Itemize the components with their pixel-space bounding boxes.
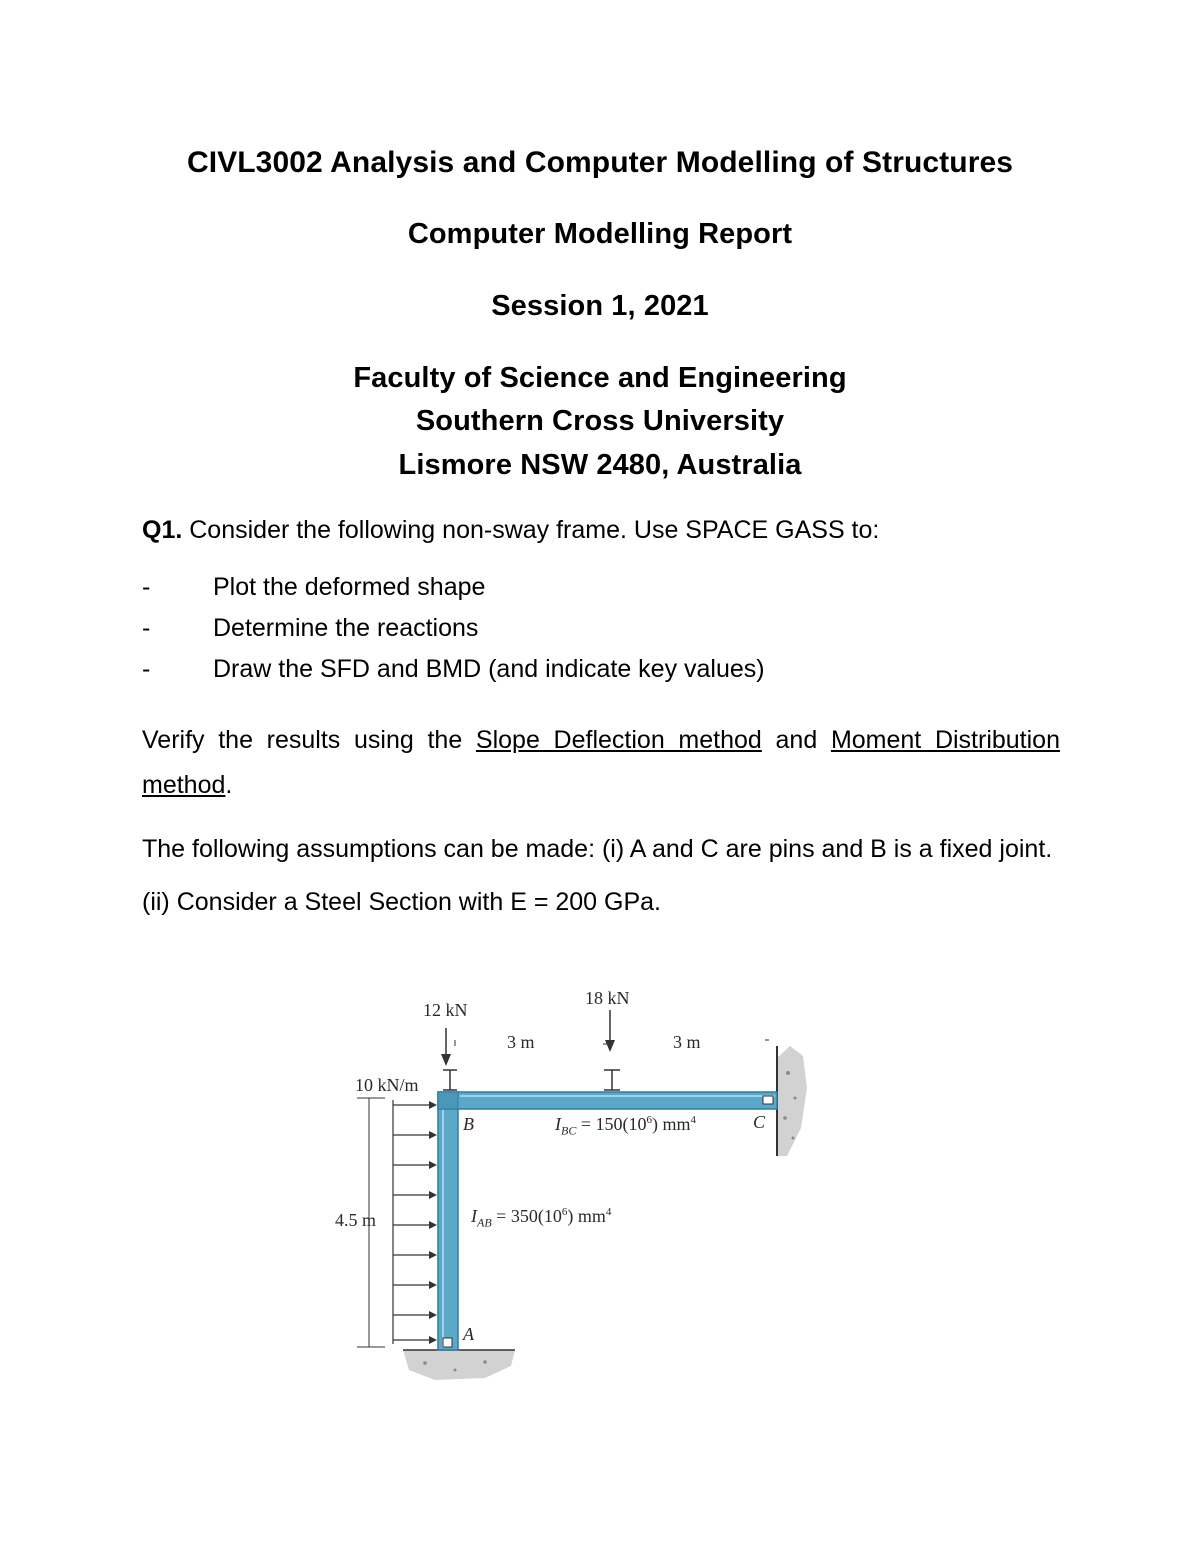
pin-a <box>443 1338 452 1347</box>
ground-grain <box>454 1369 457 1372</box>
joint-b-label: B <box>463 1114 474 1134</box>
point-load-18-arrow <box>605 1010 615 1052</box>
load-12kn-label: 12 kN <box>423 1000 468 1020</box>
verify-mid: and <box>761 726 831 754</box>
inertia-subscript: BC <box>561 1123 577 1138</box>
question-intro <box>142 516 879 545</box>
inertia-symbol: I <box>555 1114 561 1134</box>
wall-grain <box>783 1116 787 1120</box>
udl-arrows <box>393 1100 437 1344</box>
inertia-unit-exponent: 4 <box>605 1206 612 1218</box>
beam-bc <box>438 1092 777 1109</box>
frame-drawing <box>325 978 825 1398</box>
list-dash: - <box>142 573 151 601</box>
udl-label: 10 kN/m <box>355 1075 419 1095</box>
inertia-exponent: 6 <box>561 1206 568 1218</box>
slope-deflection-method: Slope Deflection method <box>475 726 762 754</box>
university-name: Southern Cross University <box>415 405 785 437</box>
ground-grain <box>483 1360 487 1364</box>
wall-grain <box>794 1097 797 1100</box>
load-18kn-label: 18 kN <box>585 988 630 1008</box>
inertia-unit-exponent: 4 <box>690 1114 696 1126</box>
column-ab <box>438 1092 458 1350</box>
verify-prefix: Verify the results using the <box>142 726 476 754</box>
list-item-text: Determine the reactions <box>213 614 479 642</box>
list-dash: - <box>142 614 151 642</box>
inertia-value: = 150(10 <box>576 1114 647 1134</box>
verify-suffix: . <box>225 771 233 799</box>
wall-hatch <box>777 1046 807 1156</box>
course-title: CIVL3002 Analysis and Computer Modelling of Structures <box>186 146 1014 179</box>
report-title: Computer Modelling Report <box>407 218 793 250</box>
wall-grain <box>792 1137 795 1140</box>
question-number: Q1. <box>142 516 183 544</box>
university-address: Lismore NSW 2480, Australia <box>398 449 802 481</box>
inertia-exponent: 6 <box>646 1114 652 1126</box>
point-load-12-arrow <box>441 1028 451 1066</box>
ground-grain <box>423 1361 427 1365</box>
moment-distribution-method: Moment Distribution method <box>142 726 1060 799</box>
frame-diagram <box>325 978 825 1398</box>
inertia-subscript: AB <box>477 1215 492 1230</box>
list-dash: - <box>142 655 151 683</box>
verify-paragraph <box>142 718 1060 808</box>
ground-support-a <box>403 1350 515 1380</box>
question-intro-text: Consider the following non-sway frame. Use SPACE GASS to: <box>182 516 880 544</box>
inertia-value: = 350(10 <box>491 1206 562 1226</box>
wall-support-c <box>777 1046 807 1156</box>
joint-b-block <box>438 1092 458 1109</box>
section-symbol-left <box>443 1070 457 1090</box>
joint-c-label: C <box>753 1112 766 1132</box>
list-item-text: Draw the SFD and BMD (and indicate key values) <box>213 655 765 683</box>
session-label: Session 1, 2021 <box>491 290 709 322</box>
pin-c <box>763 1096 773 1104</box>
faculty-name: Faculty of Science and Engineering <box>353 362 847 394</box>
inertia-unit: ) mm <box>567 1206 606 1226</box>
inertia-ab-label <box>471 1206 611 1231</box>
assumptions-paragraph: The following assumptions can be made: (i) A and C are pins and B is a fixed joint. (ii) Consider a Steel Section with E = 200 GPa. <box>142 835 1053 916</box>
joint-a-label: A <box>463 1324 474 1344</box>
inertia-symbol: I <box>471 1206 477 1226</box>
wall-grain <box>786 1071 790 1075</box>
inertia-bc-label <box>555 1114 696 1139</box>
list-item-text: Plot the deformed shape <box>213 573 486 601</box>
ground-hatch <box>403 1350 515 1380</box>
span-right-label: 3 m <box>673 1032 701 1052</box>
span-left-label: 3 m <box>507 1032 535 1052</box>
height-label: 4.5 m <box>335 1210 377 1230</box>
section-symbol-mid <box>604 1070 620 1090</box>
inertia-unit: ) mm <box>652 1114 691 1134</box>
